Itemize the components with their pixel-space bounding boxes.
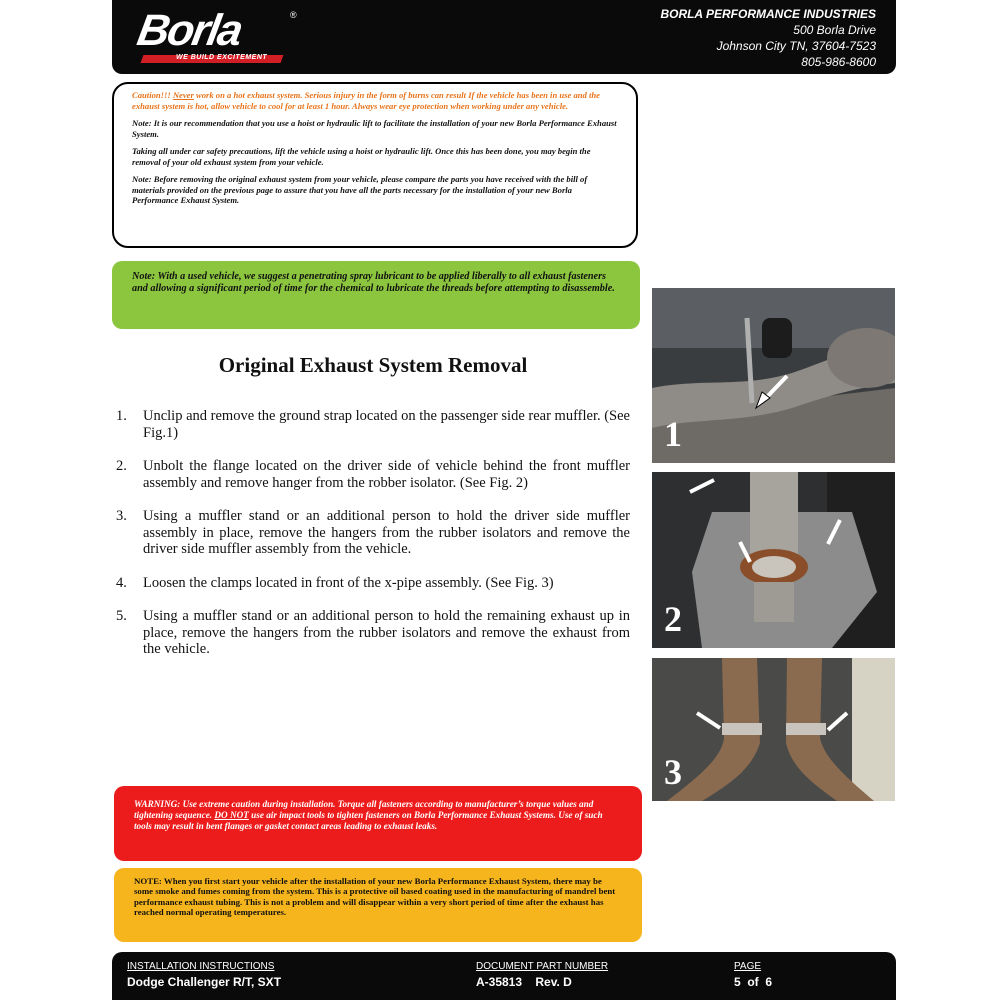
logo-tagline: WE BUILD EXCITEMENT xyxy=(176,54,268,61)
step-item xyxy=(116,575,630,592)
footer-part-number xyxy=(476,960,608,991)
step-text: Using a muffler stand or an additional person to hold the remaining exhaust up in place, remove the hangers from the rubber isolators and remove the exhaust from the vehicle. xyxy=(143,608,630,657)
smoke-note: NOTE: When you first start your vehicle after the installation of your new Borla Performance Exhaust System, there may be some smoke and fumes coming from the system. This is a protective oil based coating used in the manufacturing of mandrel bent performance exhaust tubing. This is not a problem and will disappear within a very short period of time after the exhaust has reached normal operating temperatures. xyxy=(114,868,642,942)
part-number-label: DOCUMENT PART NUMBER xyxy=(476,961,609,972)
caution-prefix: Caution!!! xyxy=(132,90,173,100)
address-line-1: 500 Borla Drive xyxy=(793,23,876,37)
figure-2-image xyxy=(652,472,895,648)
step-text: Loosen the clamps located in front of the x-pipe assembly. (See Fig. 3) xyxy=(143,574,554,591)
step-number: 5. xyxy=(116,608,127,624)
registered-mark: ® xyxy=(290,10,297,20)
footer-instructions xyxy=(127,960,281,991)
vehicle-name: Dodge Challenger R/T, SXT xyxy=(127,975,282,989)
step-item xyxy=(116,458,630,491)
step-text: Using a muffler stand or an additional person to hold the driver side muffler assembly in place, remove the hangers from the rubber isolators and remove the driver side muffler assembly from the vehicle. xyxy=(143,508,630,557)
caution-box xyxy=(112,82,638,248)
caution-never: Never xyxy=(172,90,194,100)
page-value: 5 of 6 xyxy=(734,975,773,989)
page-label: PAGE xyxy=(734,961,762,972)
step-text: Unclip and remove the ground strap located on the passenger side rear muffler. (See Fig.1) xyxy=(143,408,630,441)
caution-paragraph xyxy=(132,90,618,111)
company-name: BORLA PERFORMANCE INDUSTRIES xyxy=(660,7,876,21)
instructions-label: INSTALLATION INSTRUCTIONS xyxy=(127,961,275,972)
section-title: Original Exhaust System Removal xyxy=(218,353,528,377)
footer-bar xyxy=(112,952,896,1000)
caution-rest: work on a hot exhaust system. Serious injury in the form of burns can result If the vehicle has been in use and the exhaust system is hot, allow vehicle to cool for at least 1 hour. Always wear eye protection when working under any vehicle. xyxy=(132,90,600,111)
step-item xyxy=(116,408,630,441)
logo-text: Borla xyxy=(133,6,245,55)
warning-prefix: WARNING: Use extreme caution during installation. Torque all fasteners according to manufacturer’s torque values and tightening sequence. xyxy=(134,799,594,820)
phone-number: 805-986-8600 xyxy=(801,55,876,69)
figure-1-photo xyxy=(652,288,895,463)
figure-2-photo xyxy=(652,472,895,648)
warning-do-not: DO NOT xyxy=(214,810,249,820)
step-number: 3. xyxy=(116,508,127,524)
step-text: Unbolt the flange located on the driver side of vehicle behind the front muffler assembly and remove hanger from the robber isolator. (See Fig. 2) xyxy=(143,458,630,491)
figure-1-image xyxy=(652,288,895,463)
step-item xyxy=(116,608,630,658)
parts-check-note: Note: Before removing the original exhaust system from your vehicle, please compare the parts you have received with the bill of materials provided on the previous page to assure that you have all the parts necessary for the installation of your new Borla Performance Exhaust System. xyxy=(132,174,588,205)
removal-steps xyxy=(116,408,630,675)
figure-1-number: 1 xyxy=(664,414,682,454)
figure-2-number: 2 xyxy=(664,599,682,639)
borla-logo xyxy=(133,6,308,68)
warning-rest: use air impact tools to tighten fasteners on Borla Performance Exhaust Systems. Use of such tools may result in bent flanges or gasket contact areas leading to exhaust leaks. xyxy=(134,810,603,831)
step-number: 4. xyxy=(116,574,127,591)
part-number-value: A-35813 Rev. D xyxy=(476,975,572,989)
step-item xyxy=(116,508,630,558)
footer-page xyxy=(734,960,772,991)
figure-3-number: 3 xyxy=(664,752,682,792)
lubricant-note: Note: With a used vehicle, we suggest a penetrating spray lubricant to be applied liberally to all exhaust fasteners and allowing a significant period of time for the chemical to lubricate the threads before attempting to disassemble. xyxy=(112,261,640,329)
address-line-2: Johnson City TN, 37604-7523 xyxy=(716,39,876,53)
figure-3-photo xyxy=(652,658,895,801)
hoist-note: Note: It is our recommendation that you use a hoist or hydraulic lift to facilitate the installation of your new Borla Performance Exhaust System. xyxy=(132,118,617,139)
header-bar xyxy=(112,0,896,74)
safety-note: Taking all under car safety precautions, lift the vehicle using a hoist or hydraulic lift. Once this has been done, you may begin the removal of your old exhaust system from your vehicle. xyxy=(132,146,591,167)
company-info xyxy=(660,6,876,70)
figure-3-image xyxy=(652,658,895,801)
step-number: 1. xyxy=(116,408,127,424)
warning-box xyxy=(114,786,642,861)
step-number: 2. xyxy=(116,458,127,474)
